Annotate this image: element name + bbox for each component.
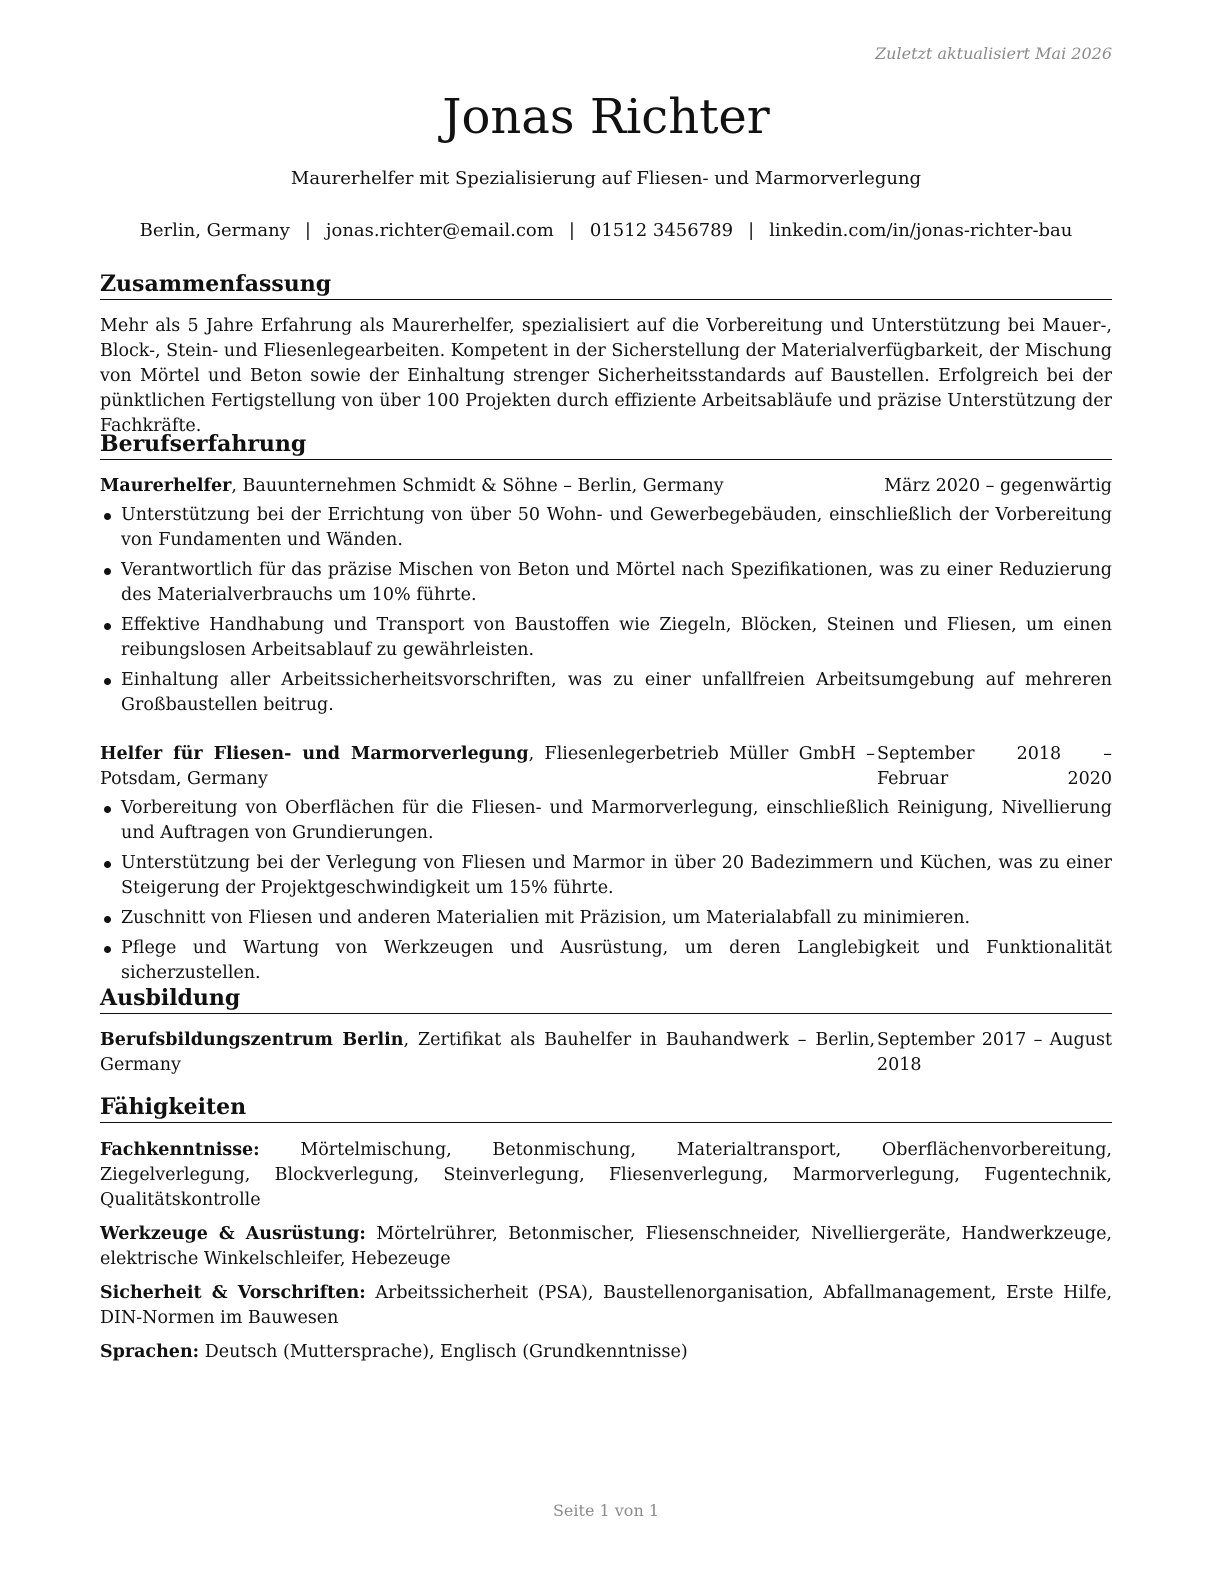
skill-label: Fachkenntnisse: [100, 1140, 260, 1160]
job-header [100, 742, 1112, 792]
skills-list [100, 1138, 1112, 1374]
contact-separator: | [748, 220, 755, 241]
job-employer: , Fliesenlegerbetrieb Müller GmbH – Potsdam, Germany [100, 744, 875, 789]
section-title-education: Ausbildung [100, 984, 1112, 1014]
list-item: Einhaltung aller Arbeitssicherheitsvorschriften, was zu einer unfallfreien Arbeitsumgebung auf mehreren Großbaustellen beitrug. [100, 668, 1112, 718]
summary-text: Mehr als 5 Jahre Erfahrung als Maurerhelfer, spezialisiert auf die Vorbereitung und Unterstützung bei Mauer-, Block-, Stein- und Fliesenlegearbeiten. Kompetent in der Sicherstellung der Materialverfügbarkeit, der Mischung von Mörtel und Beton sowie der Einhaltung strenger Sicherheitsstandards auf Baustellen. Erfolgreich bei der pünktlichen Fertigstellung von über 100 Projekten durch effiziente Arbeitsabläufe und präzise Unterstützung der Fachkräfte. [100, 316, 1112, 436]
list-item: Unterstützung bei der Errichtung von über 50 Wohn- und Gewerbegebäuden, einschließlich der Vorbereitung von Fundamenten und Wänden. [100, 503, 1112, 553]
education-title-line [100, 1028, 875, 1078]
contact-linkedin[interactable]: linkedin.com/in/jonas-richter-bau [769, 220, 1073, 241]
list-item: Pflege und Wartung von Werkzeugen und Ausrüstung, um deren Langlebigkeit und Funktionalität sicherzustellen. [100, 936, 1112, 986]
job-dates: September 2018 – Februar 2020 [877, 744, 1112, 789]
contact-separator: | [568, 220, 575, 241]
skill-group [100, 1340, 1112, 1365]
skill-text: Arbeitssicherheit (PSA), Baustellenorganisation, Abfallmanagement, Erste Hilfe, DIN-Normen im Bauwesen [100, 1283, 1113, 1328]
resume-page [100, 0, 1112, 1584]
job-header [100, 474, 1112, 499]
job-role: Helfer für Fliesen- und Marmorverlegung [100, 744, 529, 764]
skill-text: Mörtelrührer, Betonmischer, Fliesenschneider, Nivelliergeräte, Handwerkzeuge, elektrische Winkelschleifer, Hebezeuge [100, 1224, 1112, 1269]
contact-email[interactable]: jonas.richter@email.com [325, 220, 554, 241]
job-employer: , Bauunternehmen Schmidt & Söhne – Berlin, Germany [231, 476, 724, 496]
list-item: Zuschnitt von Fliesen und anderen Materialien mit Präzision, um Materialabfall zu minimieren. [100, 906, 1112, 931]
section-title-experience: Berufserfahrung [100, 430, 1112, 460]
education-dates: September 2017 – August 2018 [877, 1030, 1112, 1075]
last-updated-note: Zuletzt aktualisiert Mai 2026 [875, 44, 1112, 63]
page-number: Seite 1 von 1 [552, 1501, 660, 1520]
skill-label: Sprachen: [100, 1342, 200, 1362]
skill-group [100, 1281, 1112, 1331]
skill-text: Mörtelmischung, Betonmischung, Materialtransport, Oberflächenvorbereitung, Ziegelverlegung, Blockverlegung, Steinverlegung, Fliesenverlegung, Marmorverlegung, Fugentechnik, Qualitätskontrolle [100, 1140, 1112, 1210]
job-title-line [100, 742, 875, 792]
list-item: Vorbereitung von Oberflächen für die Fliesen- und Marmorverlegung, einschließlich Reinigung, Nivellierung und Auftragen von Grundierungen. [100, 796, 1112, 846]
skill-label: Sicherheit & Vorschriften: [100, 1283, 366, 1303]
skill-group [100, 1222, 1112, 1272]
skill-text: Deutsch (Muttersprache), Englisch (Grundkenntnisse) [199, 1342, 688, 1362]
list-item: Effektive Handhabung und Transport von Baustoffen wie Ziegeln, Blöcken, Steinen und Fliesen, um einen reibungslosen Arbeitsablauf zu gewährleisten. [100, 613, 1112, 663]
contact-line [100, 219, 1112, 243]
education-entry [100, 1028, 1112, 1078]
contact-separator: | [304, 220, 311, 241]
education-school: Berufsbildungszentrum Berlin [100, 1030, 404, 1050]
list-item: Verantwortlich für das präzise Mischen von Beton und Mörtel nach Spezifikationen, was zu einer Reduzierung des Materialverbrauchs um 10% führte. [100, 558, 1112, 608]
contact-phone[interactable]: 01512 3456789 [589, 220, 734, 241]
education-header [100, 1028, 1112, 1078]
contact-location: Berlin, Germany [139, 220, 290, 241]
list-item: Unterstützung bei der Verlegung von Fliesen und Marmor in über 20 Badezimmern und Küchen, was zu einer Steigerung der Projektgeschwindigkeit um 15% führte. [100, 851, 1112, 901]
job-bullets [100, 503, 1112, 718]
job-entry [100, 474, 1112, 723]
candidate-tagline: Maurerhelfer mit Spezialisierung auf Fliesen- und Marmorverlegung [290, 168, 922, 189]
skill-label: Werkzeuge & Ausrüstung: [100, 1224, 366, 1244]
education-detail: , Zertifikat als Bauhelfer in Bauhandwerk – Berlin, Germany [100, 1030, 876, 1075]
job-role: Maurerhelfer [100, 476, 232, 496]
candidate-name: Jonas Richter [442, 89, 770, 145]
job-title-line [100, 474, 875, 499]
job-dates: März 2020 – gegenwärtig [884, 476, 1112, 496]
job-entry [100, 742, 1112, 991]
section-title-skills: Fähigkeiten [100, 1093, 1112, 1123]
skill-group [100, 1138, 1112, 1213]
section-title-summary: Zusammenfassung [100, 270, 1112, 300]
job-bullets [100, 796, 1112, 986]
